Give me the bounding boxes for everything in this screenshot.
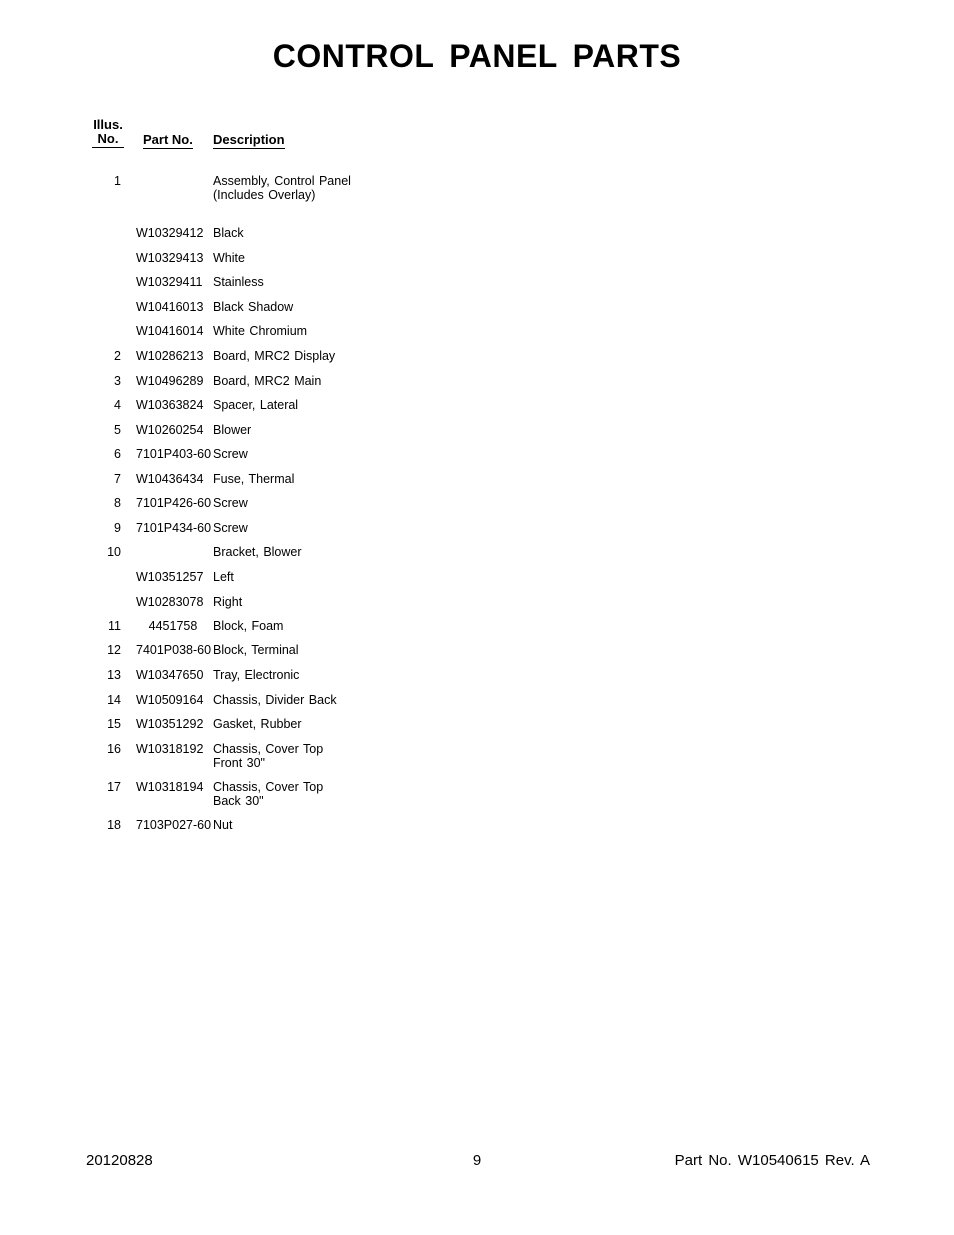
part-number: W10329413	[136, 251, 204, 265]
part-number: W10329411	[136, 275, 203, 289]
part-number: 7101P434-60	[136, 521, 212, 535]
part-number: W10351292	[136, 717, 204, 731]
footer-part-number: Part No. W10540615 Rev. A	[674, 1152, 870, 1169]
illus-number: 18	[107, 818, 121, 832]
part-description: Chassis, Cover Top Back 30"	[213, 780, 324, 808]
illus-number: 4	[114, 398, 121, 412]
illus-number: 13	[107, 668, 121, 682]
illus-number: 5	[114, 423, 121, 437]
header-description: Description	[213, 132, 285, 147]
part-number: W10416014	[136, 324, 204, 338]
illus-number: 16	[107, 742, 121, 756]
part-number: W10436434	[136, 472, 204, 486]
part-description: White	[213, 251, 245, 265]
part-description: Spacer, Lateral	[213, 398, 299, 412]
part-description: Gasket, Rubber	[213, 717, 302, 731]
part-description: Black	[213, 226, 244, 240]
part-number: W10260254	[136, 423, 204, 437]
part-number: W10286213	[136, 349, 204, 363]
part-description: White Chromium	[213, 324, 308, 338]
illus-number: 1	[114, 174, 121, 188]
illus-number: 14	[107, 693, 121, 707]
part-number: W10496289	[136, 374, 204, 388]
part-number: W10318192	[136, 742, 204, 756]
part-description: Fuse, Thermal	[213, 472, 295, 486]
illus-number: 3	[114, 374, 121, 388]
illus-number: 2	[114, 349, 121, 363]
part-description: Assembly, Control Panel (Includes Overlay)	[213, 174, 351, 202]
part-number: W10416013	[136, 300, 204, 314]
part-number: W10363824	[136, 398, 204, 412]
part-number: 7101P426-60	[136, 496, 212, 510]
part-description: Left	[213, 570, 234, 584]
part-number: W10347650	[136, 668, 204, 682]
illus-number: 17	[107, 780, 121, 794]
part-description: Board, MRC2 Display	[213, 349, 336, 363]
part-number: 4451758	[148, 619, 198, 633]
part-description: Screw	[213, 496, 248, 510]
part-description: Chassis, Divider Back	[213, 693, 337, 707]
part-description: Tray, Electronic	[213, 668, 300, 682]
illus-number: 8	[114, 496, 121, 510]
illus-number: 9	[114, 521, 121, 535]
part-description: Black Shadow	[213, 300, 294, 314]
part-description: Chassis, Cover Top Front 30"	[213, 742, 324, 770]
illus-number: 7	[114, 472, 121, 486]
part-description: Stainless	[213, 275, 264, 289]
illus-number: 10	[107, 545, 121, 559]
part-number: W10329412	[136, 226, 204, 240]
part-description: Block, Terminal	[213, 643, 299, 657]
part-number: W10283078	[136, 595, 204, 609]
part-description: Bracket, Blower	[213, 545, 302, 559]
footer-date: 20120828	[86, 1152, 153, 1169]
illus-number: 11	[108, 619, 121, 633]
part-number: 7101P403-60	[136, 447, 212, 461]
part-number: W10509164	[136, 693, 204, 707]
part-description: Blower	[213, 423, 252, 437]
part-description: Screw	[213, 521, 248, 535]
header-part-no: Part No.	[143, 132, 193, 147]
illus-number: 12	[107, 643, 121, 657]
part-description: Screw	[213, 447, 248, 461]
illus-number: 15	[107, 717, 121, 731]
illus-number: 6	[114, 447, 121, 461]
part-description: Block, Foam	[213, 619, 284, 633]
page-title: CONTROL PANEL PARTS	[272, 38, 682, 74]
part-description: Board, MRC2 Main	[213, 374, 322, 388]
header-no-label: No.	[97, 131, 119, 146]
part-number: W10318194	[136, 780, 204, 794]
footer-page-number: 9	[472, 1152, 482, 1169]
part-description: Nut	[213, 818, 233, 832]
part-number: 7401P038-60	[136, 643, 212, 657]
part-number: W10351257	[136, 570, 204, 584]
header-illus-label: Illus.	[93, 117, 123, 132]
part-number: 7103P027-60	[136, 818, 212, 832]
part-description: Right	[213, 595, 243, 609]
